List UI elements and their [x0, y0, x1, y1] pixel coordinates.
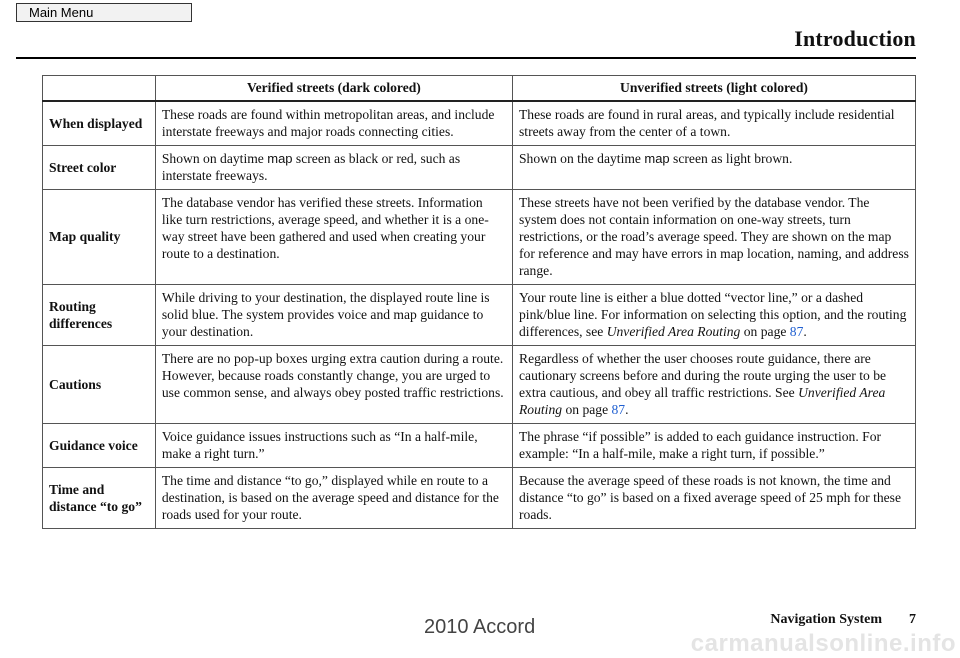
row-label-when-displayed: When displayed: [43, 101, 156, 146]
table-row: [43, 346, 916, 424]
text-segment: Your route line is either a blue dotted “vector line,” or a dashed pink/blue line. For information on selecting this option, and the routing differences, see: [519, 290, 907, 339]
text-segment: on page: [562, 402, 612, 417]
cell-unverified-time-and-distance: Because the average speed of these roads is not known, the time and distance “to go” is based on a fixed average speed of 25 mph for these roads.: [513, 468, 916, 529]
text-segment: .: [803, 324, 807, 339]
cell-unverified-street-color: [513, 146, 916, 190]
text-segment: Shown on the daytime: [519, 151, 645, 166]
model-watermark: 2010 Accord: [424, 616, 536, 638]
page-title: Introduction: [794, 26, 916, 51]
text-segment: screen as black or red, such as interstate freeways.: [161, 151, 461, 183]
cell-unverified-routing-differences: [513, 285, 916, 346]
cell-unverified-cautions: [513, 346, 916, 424]
cell-verified-time-and-distance: The time and distance “to go,” displayed while en route to a destination, is based on the average speed and distance for the roads used for your route.: [155, 468, 512, 529]
title-divider: [16, 57, 916, 59]
cross-reference-title: Unverified Area Routing: [606, 324, 741, 339]
page-87-link[interactable]: 87: [789, 324, 804, 339]
site-watermark: carmanualsonline.info: [690, 630, 956, 657]
row-label-cautions: Cautions: [43, 346, 156, 424]
cell-verified-guidance-voice: Voice guidance issues instructions such as “In a half-mile, make a right turn.”: [155, 424, 512, 468]
cell-unverified-map-quality: These streets have not been verified by the database vendor. The system does not contain information on one-way streets, turn restrictions, or the road’s average speed. They are shown on the map for reference and may have errors in map location, naming, and address range.: [513, 190, 916, 285]
table-row: [43, 424, 916, 468]
row-label-routing-differences: Routing differences: [43, 285, 156, 346]
cell-verified-street-color: [155, 146, 512, 190]
main-menu-button[interactable]: Main Menu: [16, 3, 192, 22]
text-segment: Shown on daytime: [161, 151, 268, 166]
streets-comparison-table: [42, 75, 916, 529]
cell-verified-map-quality: The database vendor has verified these streets. Information like turn restrictions, average speed, and whether it is a one-way street have been gathered and used when creating your route to a destination.: [155, 190, 512, 285]
footer-page-number: 7: [909, 612, 916, 627]
header-verified-streets: Verified streets (dark colored): [155, 76, 512, 102]
footer-section-title: Navigation System: [770, 612, 882, 627]
row-label-street-color: Street color: [43, 146, 156, 190]
header-unverified-streets: Unverified streets (light colored): [513, 76, 916, 102]
page-87-link[interactable]: 87: [611, 402, 626, 417]
text-segment: Regardless of whether the user chooses route guidance, there are cautionary screens before and during the route urging the user to be extra cautious, and obey all traffic restrictions. See: [519, 351, 887, 400]
map-screen-word: map: [267, 151, 293, 166]
table-row: [43, 285, 916, 346]
row-label-map-quality: Map quality: [43, 190, 156, 285]
cell-verified-when-displayed: These roads are found within metropolitan areas, and include interstate freeways and major roads connecting cities.: [155, 101, 512, 146]
table-row: [43, 146, 916, 190]
cell-verified-routing-differences: While driving to your destination, the displayed route line is solid blue. The system provides voice and map guidance to your destination.: [155, 285, 512, 346]
table-row: [43, 468, 916, 529]
cell-unverified-when-displayed: These roads are found in rural areas, and typically include residential streets away from the center of a town.: [513, 101, 916, 146]
map-screen-word: map: [644, 151, 670, 166]
cell-verified-cautions: There are no pop-up boxes urging extra caution during a route. However, because roads constantly change, you are urged to use common sense, and always obey posted traffic restrictions.: [155, 346, 512, 424]
table-row: [43, 190, 916, 285]
cross-reference-title: Unverified Area Routing: [519, 385, 886, 417]
row-label-time-and-distance: Time and distance “to go”: [43, 468, 156, 529]
table-header-row: [43, 76, 916, 102]
cell-unverified-guidance-voice: The phrase “if possible” is added to each guidance instruction. For example: “In a half-mile, make a right turn, if possible.”: [513, 424, 916, 468]
text-segment: on page: [740, 324, 790, 339]
row-label-guidance-voice: Guidance voice: [43, 424, 156, 468]
text-segment: screen as light brown.: [669, 151, 793, 166]
table-row: [43, 101, 916, 146]
header-corner-cell: [43, 76, 156, 102]
text-segment: .: [625, 402, 629, 417]
